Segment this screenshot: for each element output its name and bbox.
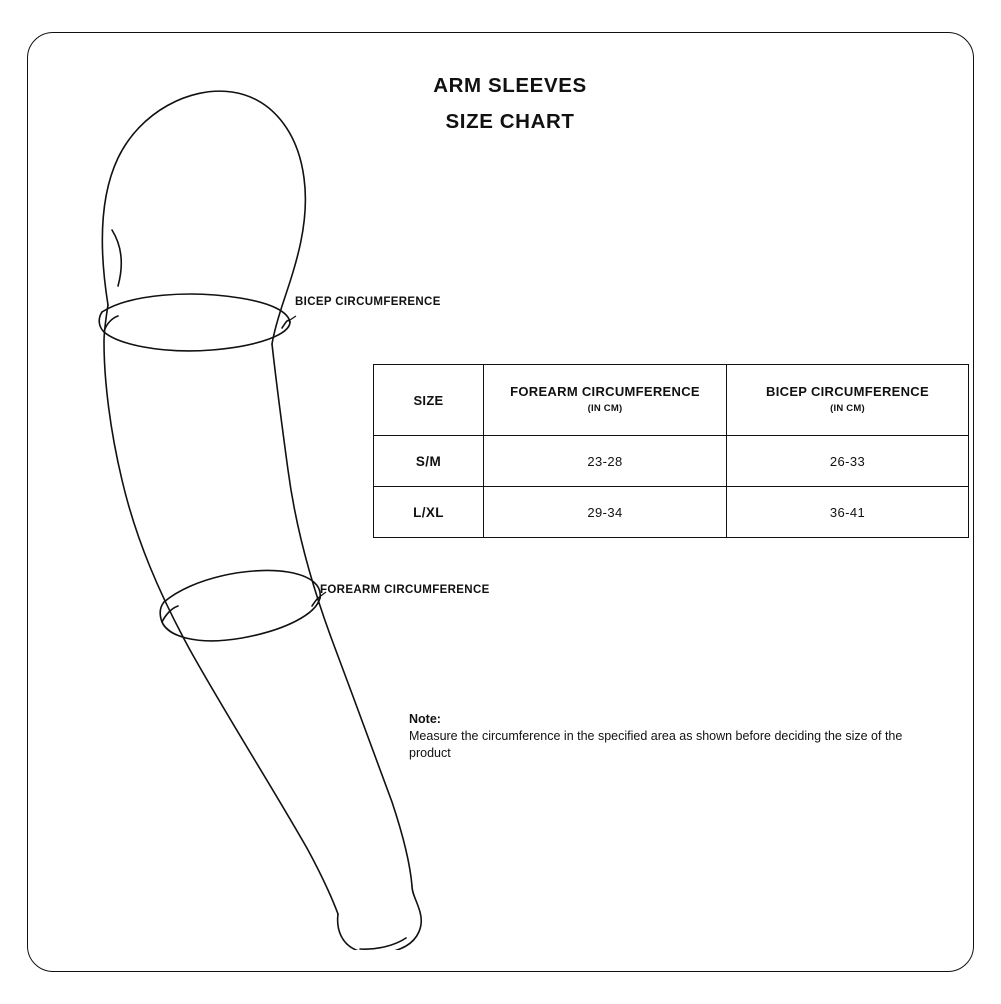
page-title: [330, 68, 690, 140]
cell-size: S/M: [374, 436, 484, 487]
title-line-1: ARM SLEEVES: [433, 74, 587, 97]
header-forearm-label: FOREARM CIRCUMFERENCE: [510, 384, 700, 399]
table-header-row: [374, 365, 969, 436]
header-forearm-unit: (IN CM): [587, 403, 623, 414]
cell-forearm: 29-34: [484, 487, 727, 538]
title-line-2: SIZE CHART: [445, 110, 575, 133]
note-block: [409, 712, 929, 762]
size-chart-table: [373, 364, 969, 538]
cell-forearm: 23-28: [484, 436, 727, 487]
cell-bicep: 26-33: [727, 436, 969, 487]
header-bicep-unit: (IN CM): [830, 403, 865, 414]
table-row: [374, 487, 969, 538]
callout-forearm-circumference: FOREARM CIRCUMFERENCE: [320, 584, 490, 596]
cell-bicep: 36-41: [727, 487, 969, 538]
header-bicep-label: BICEP CIRCUMFERENCE: [766, 384, 929, 399]
callout-bicep-circumference: BICEP CIRCUMFERENCE: [295, 296, 441, 308]
header-size: SIZE: [374, 365, 484, 436]
header-forearm: [484, 365, 727, 436]
cell-size: L/XL: [374, 487, 484, 538]
header-bicep: [727, 365, 969, 436]
note-label: Note:: [409, 712, 441, 726]
table-row: [374, 436, 969, 487]
note-text: Measure the circumference in the specified area as shown before deciding the size of the product: [409, 729, 903, 760]
